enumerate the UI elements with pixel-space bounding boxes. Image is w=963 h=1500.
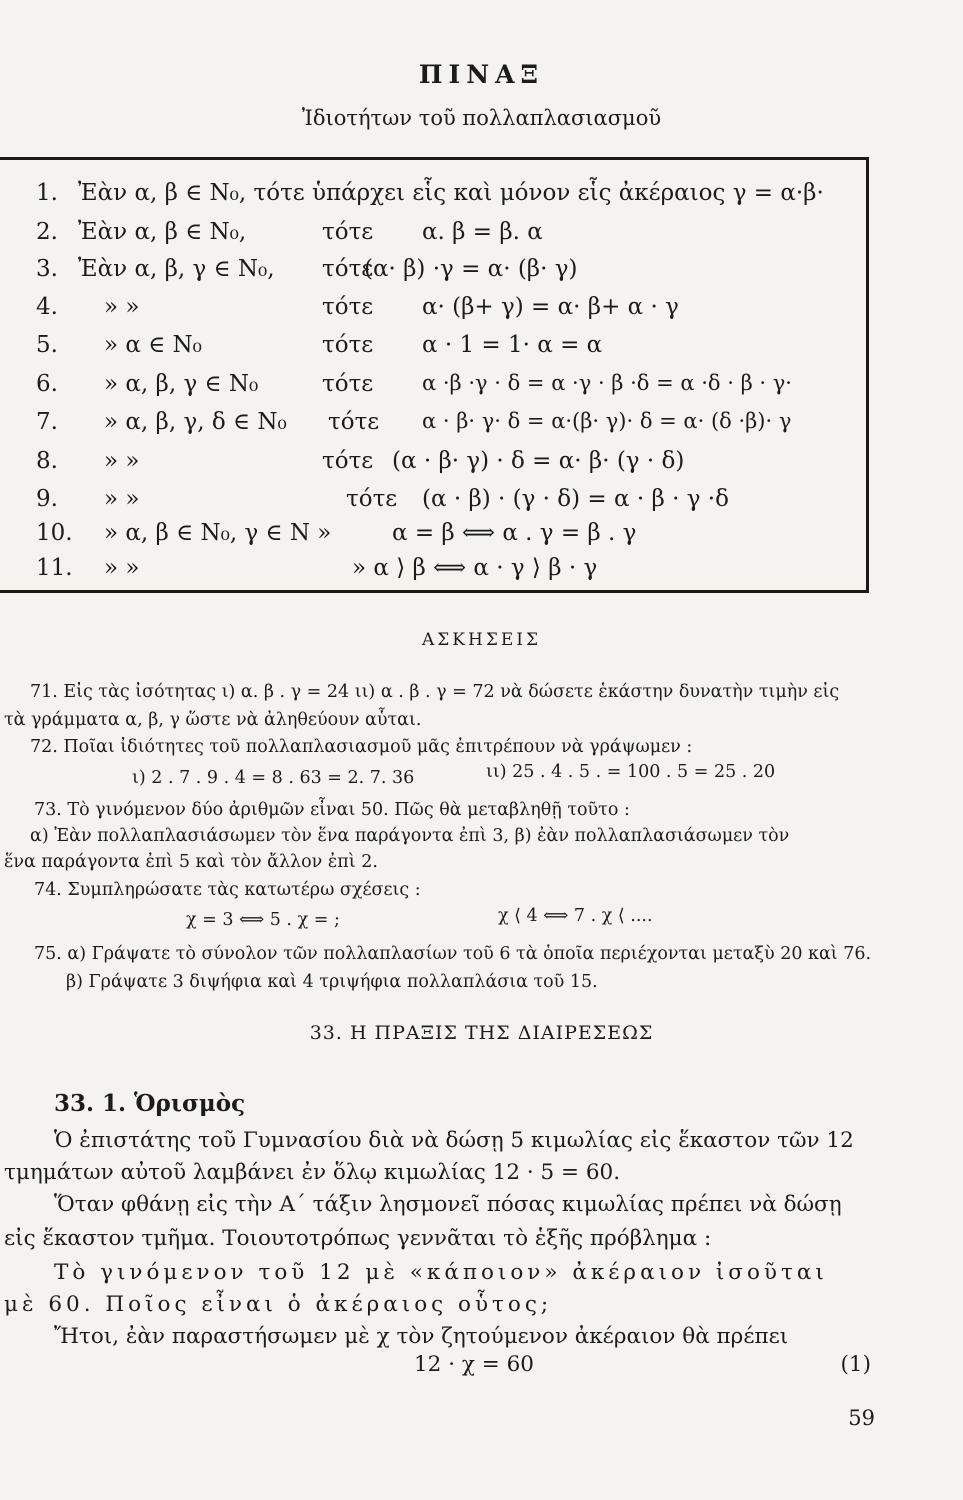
properties-table [0,157,869,593]
exercise-71-line2: τὰ γράμματα α, β, γ ὥστε νὰ ἀληθεύουν αὗται. [4,710,422,730]
exercise-75-line1: 75. α) Γράψατε τὸ σύνολον τῶν πολλαπλασίων τοῦ 6 τὰ ὁποῖα περιέχονται μεταξὺ 20 καὶ 76. [34,944,872,964]
property-then: τότε [322,371,374,397]
property-equation: (α· β) ·γ = α· (β· γ) [364,256,578,282]
property-condition: Ἐὰν α, β, γ ∈ N₀, [78,256,275,282]
property-then: τότε [322,332,374,358]
body-line: Ὁ ἐπιστάτης τοῦ Γυμνασίου διὰ νὰ δώσῃ 5 κιμωλίας εἰς ἕκαστον τῶν 12 [54,1128,854,1153]
property-equation: α · β· γ· δ = α·(β· γ)· δ = α· (δ ·β)· γ [422,409,792,433]
body-line: εἰς ἕκαστον τμῆμα. Τοιουτοτρόπως γεννᾶται τὸ ἑξῆς πρόβλημα : [4,1226,712,1251]
property-then: τότε [328,409,380,435]
property-then: τότε [322,256,374,282]
property-equation: α = β ⟺ α . γ = β . γ [392,520,637,546]
body-line-emphasis: Τὸ γινόμενον τοῦ 12 μὲ «κάποιον» ἀκέραιον ἰσοῦται [54,1260,828,1285]
property-number: 9. [36,486,58,512]
property-then: τότε [322,448,374,474]
table-title: ΠΙΝΑΞ [418,60,545,89]
property-number: 1. [36,180,58,206]
property-number: 11. [36,555,73,581]
property-equation: α ·β ·γ · δ = α ·γ · β ·δ = α ·δ · β · γ· [422,371,792,395]
property-number: 10. [36,520,73,546]
property-row [0,219,869,255]
exercise-73-line1: 73. Τὸ γινόμενον δύο ἀριθμῶν εἶναι 50. Πῶς θὰ μεταβληθῇ τοῦτο : [34,800,630,820]
property-row [0,371,869,407]
property-condition: Ἐὰν α, β ∈ N₀, τότε ὑπάρχει εἷς καὶ μόνον εἷς ἀκέραιος γ = α·β· [78,180,824,206]
property-condition: » » [104,486,140,512]
property-equation: α. β = β. α [422,219,543,245]
exercise-74-formula1: χ = 3 ⟺ 5 . χ = ; [186,910,340,930]
property-row [0,294,869,330]
property-condition: » » [104,448,140,474]
property-row [0,256,869,292]
property-number: 3. [36,256,58,282]
body-line-emphasis: μὲ 60. Ποῖος εἶναι ὁ ἀκέραιος οὗτος; [4,1292,553,1317]
exercise-74-line1: 74. Συμπληρώσατε τὰς κατωτέρω σχέσεις : [34,880,421,900]
property-number: 8. [36,448,58,474]
equation: 12 · χ = 60 [414,1352,534,1377]
exercise-73-line3: ἕνα παράγοντα ἐπὶ 5 καὶ τὸν ἄλλον ἐπὶ 2. [4,852,378,872]
property-row [0,332,869,368]
exercise-72-formula2: ιι) 25 . 4 . 5 . = 100 . 5 = 25 . 20 [486,762,776,782]
property-number: 7. [36,409,58,435]
property-row [0,409,869,445]
property-number: 5. [36,332,58,358]
table-subtitle: Ἰδιοτήτων τοῦ πολλαπλασιασμοῦ [301,106,662,130]
property-then: τότε [346,486,398,512]
property-row [0,520,869,556]
equation-number: (1) [840,1352,871,1377]
property-then: τότε [322,219,374,245]
property-condition: Ἐὰν α, β ∈ N₀, [78,219,247,245]
property-then: τότε [322,294,374,320]
property-condition: » α, β, γ ∈ N₀ [104,371,259,397]
property-row [0,180,869,216]
exercise-72-line1: 72. Ποῖαι ἰδιότητες τοῦ πολλαπλασιασμοῦ μᾶς ἐπιτρέπουν νὰ γράψωμεν : [30,737,693,757]
property-condition: » α, β, γ, δ ∈ N₀ [104,409,287,435]
property-number: 6. [36,371,58,397]
body-line: τμημάτων αὐτοῦ λαμβάνει ἐν ὅλῳ κιμωλίας 12 · 5 = 60. [4,1160,621,1185]
property-condition: » » [104,294,140,320]
property-number: 4. [36,294,58,320]
property-condition: » α, β ∈ N₀, γ ∈ N » [104,520,332,546]
property-condition: » α ∈ N₀ [104,332,202,358]
property-row [0,555,869,591]
property-equation: α· (β+ γ) = α· β+ α · γ [422,294,679,320]
exercise-74-formula2: χ ⟨ 4 ⟺ 7 . χ ⟨ .... [498,906,653,926]
page-number: 59 [848,1406,875,1430]
section-title: 33. Η ΠΡΑΞΙΣ ΤΗΣ ΔΙΑΙΡΕΣΕΩΣ [309,1022,654,1044]
property-equation: (α · β· γ) · δ = α· β· (γ · δ) [392,448,685,474]
property-equation: α · 1 = 1· α = α [422,332,603,358]
exercise-72-formula1: ι) 2 . 7 . 9 . 4 = 8 . 63 = 2. 7. 36 [132,768,415,788]
subsection-title: 33. 1. Ὁρισμὸς [54,1090,246,1117]
exercise-75-line2: β) Γράψατε 3 διψήφια καὶ 4 τριψήφια πολλαπλάσια τοῦ 15. [66,972,598,992]
property-row [0,448,869,484]
property-number: 2. [36,219,58,245]
body-line: Ἤτοι, ἐὰν παραστήσωμεν μὲ χ τὸν ζητούμενον ἀκέραιον θὰ πρέπει [54,1324,789,1349]
exercises-title: ΑΣΚΗΣΕΙΣ [422,630,541,650]
exercise-71-line1: 71. Εἰς τὰς ἰσότητας ι) α. β . γ = 24 ιι) α . β . γ = 72 νὰ δώσετε ἑκάστην δυνατὴν τιμὴν εἰς [30,682,840,702]
property-equation: » α ⟩ β ⟺ α · γ ⟩ β · γ [352,555,598,581]
exercise-73-line2: α) Ἐὰν πολλαπλασιάσωμεν τὸν ἕνα παράγοντα ἐπὶ 3, β) ἐὰν πολλαπλασιάσωμεν τὸν [30,826,790,846]
property-equation: (α · β) · (γ · δ) = α · β · γ ·δ [422,486,729,512]
body-line: Ὅταν φθάνῃ εἰς τὴν Α΄ τάξιν λησμονεῖ πόσας κιμωλίας πρέπει νὰ δώσῃ [54,1192,842,1217]
property-condition: » » [104,555,140,581]
property-row [0,486,869,522]
